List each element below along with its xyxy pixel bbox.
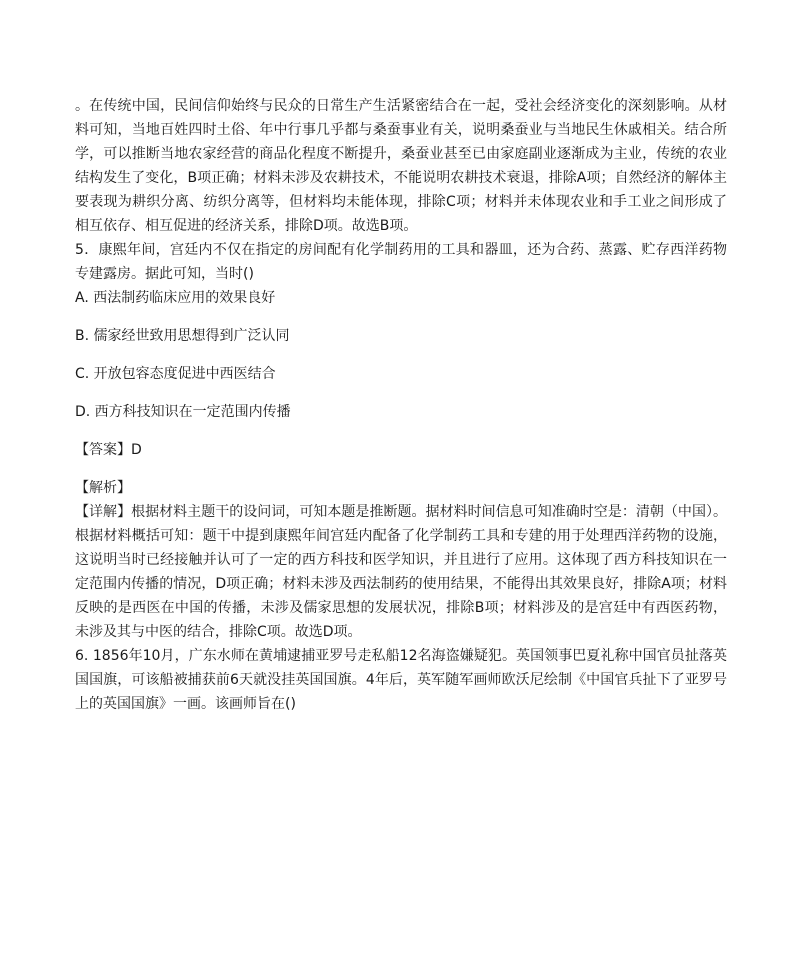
option-b: B. 儒家经世致用思想得到广泛认同 <box>75 328 290 344</box>
detailed-explanation: 【详解】根据材料主题干的设问词，可知本题是推断题。据材料时间信息可知准确时空是：清朝（中国）。根据材料概括可知：题干中提到康熙年间宫廷内配备了化学制药工具和专建的用于处理西洋药物的设施，这说明当时已经接触并认可了一定的西方科技和医学知识，并且进行了应用。这体现了西方科技知识在一定范围内传播的情况，D项正确；材料未涉及西法制药的使用结果，不能得出其效果良好，排除A项；材料反映的是西医在中国的传播，未涉及儒家思想的发展状况，排除B项；材料涉及的是宫廷中有西医药物，未涉及其与中医的结合，排除C项。故选D项。 <box>75 504 727 640</box>
question-6-stem: 6. 1856年10月，广东水师在黄埔逮捕亚罗号走私船12名海盗嫌疑犯。英国领事巴夏礼称中国官员扯落英国国旗，可该船被捕获前6天就没挂英国国旗。4年后，英军随军画师欧沃尼绘制《中国官兵扯下了亚罗号上的英国国旗》一画。该画师旨在() <box>75 648 727 712</box>
answer-line: 【答案】D <box>75 442 142 458</box>
analysis-label: 【解析】 <box>75 480 131 496</box>
previous-explanation: 。在传统中国，民间信仰始终与民众的日常生产生活紧密结合在一起，受社会经济变化的深刻影响。从材料可知，当地百姓四时土俗、年中行事几乎都与桑蚕事业有关，说明桑蚕业与当地民生休戚相关。结合所学，可以推断当地农家经营的商品化程度不断提升，桑蚕业甚至已由家庭副业逐渐成为主业，传统的农业结构发生了变化，B项正确；材料未涉及农耕技术，不能说明农耕技术衰退，排除A项；自然经济的解体主要表现为耕织分离、纺织分离等，但材料均未能体现，排除C项；材料并未体现农业和手工业之间形成了相互依存、相互促进的经济关系，排除D项。故选B项。 <box>75 98 727 234</box>
question-5-options <box>75 286 727 424</box>
option-d: D. 西方科技知识在一定范围内传播 <box>75 404 291 420</box>
question-5-stem: 5．康熙年间，宫廷内不仅在指定的房间配有化学制药用的工具和器皿，还为合药、蒸露、贮存西洋药物专建露房。据此可知，当时() <box>75 242 727 282</box>
option-c: C. 开放包容态度促进中西医结合 <box>75 366 276 382</box>
document-content <box>75 94 727 716</box>
option-a: A. 西法制药临床应用的效果良好 <box>75 290 276 306</box>
